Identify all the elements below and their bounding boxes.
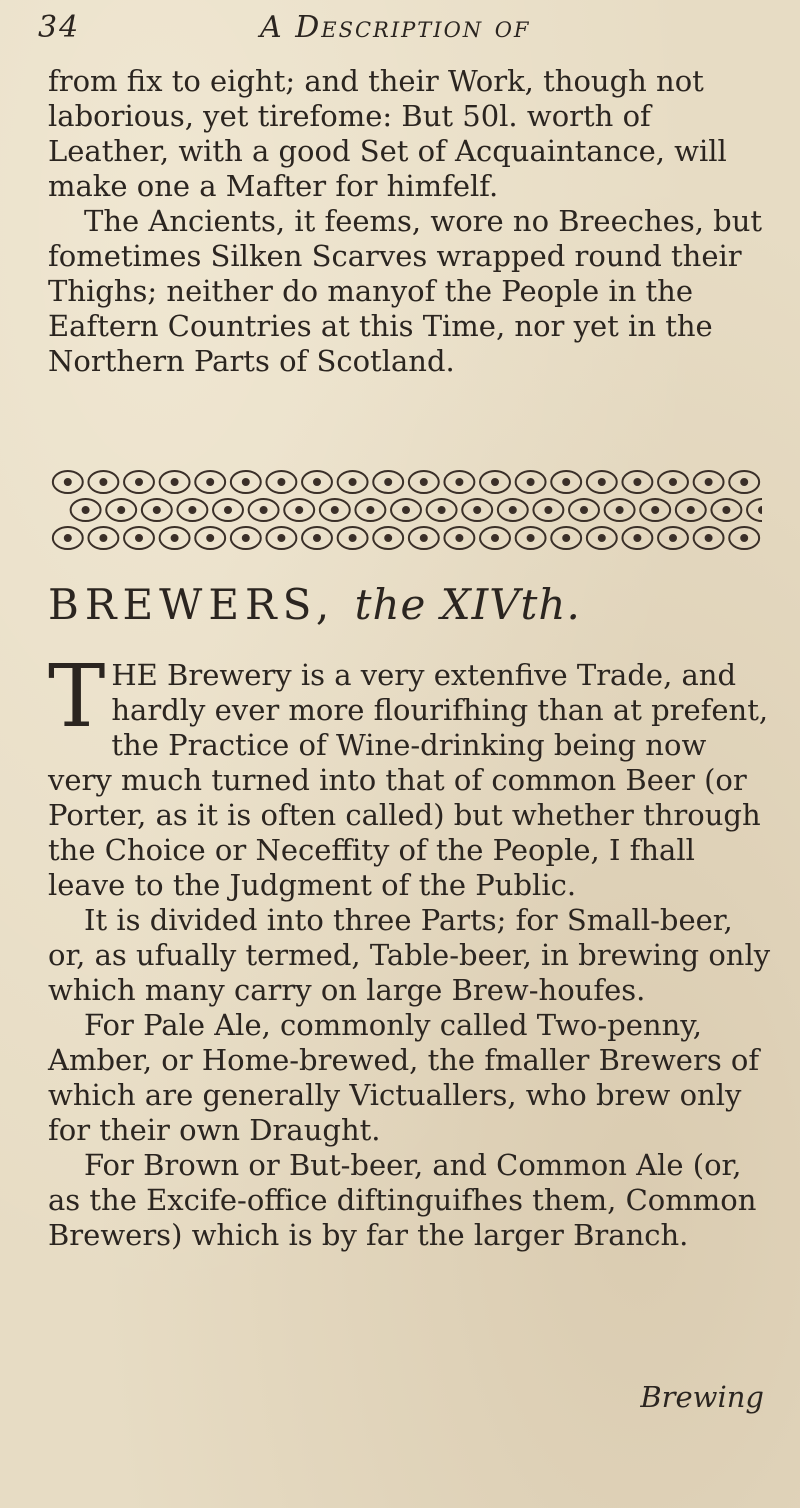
ornament-dot bbox=[350, 479, 356, 485]
ornament-dot bbox=[172, 479, 178, 485]
running-head bbox=[30, 10, 770, 52]
paragraph: from fix to eight; and their Work, though not laborious, yet tirefome: But 50l. worth of Leather, with a good Set of Acquaintance, will make one a Mafter for himfelf. bbox=[48, 64, 727, 203]
ornament-dot bbox=[545, 507, 551, 513]
ornament-dot bbox=[100, 479, 106, 485]
text-block-leather bbox=[48, 64, 778, 379]
ornament-dot bbox=[332, 507, 338, 513]
ornament-dot bbox=[243, 535, 249, 541]
ornament-dot bbox=[403, 507, 409, 513]
paragraph: For Pale Ale, commonly called Two-penny, Amber, or Home-brewed, the fmaller Brewers of which are generally Victuallers, who brew only for their own Draught. bbox=[48, 1008, 760, 1147]
paragraph: The Ancients, it feems, wore no Breeches, but fometimes Silken Scarves wrapped round their Thighs; neither do manyof the People in the Eaftern Countries at this Time, nor yet in the Northern Parts of Scotland. bbox=[48, 204, 763, 378]
ornament-dot bbox=[634, 479, 640, 485]
ornament-dot bbox=[243, 479, 249, 485]
ornament-dot bbox=[65, 535, 71, 541]
ornament-dot bbox=[492, 479, 498, 485]
paragraph: For Brown or But-beer, and Common Ale (or, as the Excife-office diftinguifhes them, Common Brewers) which is by far the larger Branch. bbox=[48, 1148, 757, 1252]
ornament-dot bbox=[474, 507, 480, 513]
ornament-dot bbox=[741, 535, 747, 541]
ornament-dot bbox=[207, 535, 213, 541]
decorative-border-ornament bbox=[50, 468, 762, 552]
ornament-dot bbox=[617, 507, 623, 513]
ornament-dot bbox=[172, 535, 178, 541]
running-title: A Description of bbox=[260, 10, 531, 45]
ornament-dot bbox=[563, 535, 569, 541]
ornament-dot bbox=[261, 507, 267, 513]
ornament-dot bbox=[706, 479, 712, 485]
section-heading bbox=[48, 580, 778, 629]
paragraph-opening bbox=[48, 647, 778, 903]
ornament-dot bbox=[528, 479, 534, 485]
ornament-dot bbox=[136, 479, 142, 485]
ornament-dot bbox=[652, 507, 658, 513]
ornament-dot bbox=[314, 479, 320, 485]
ornament-dot bbox=[599, 535, 605, 541]
ornament-dot bbox=[581, 507, 587, 513]
section-heading-number: the XIVth. bbox=[354, 580, 581, 629]
paragraph-text: HE Brewery is a very extenfive Trade, and hardly ever more flourifhing than at prefent, the Practice of Wine-drinking being now very much turned into that of common Beer (or Porter, as it is often called) but whether through the Choice or Neceffity of the People, I fhall leave to the Judgment of the Public. bbox=[48, 658, 769, 902]
ornament-dot bbox=[385, 479, 391, 485]
ornament-dot bbox=[670, 535, 676, 541]
ornament-dot bbox=[421, 535, 427, 541]
section-heading-title: BREWERS, bbox=[48, 580, 336, 629]
ornament-dot bbox=[385, 535, 391, 541]
paragraph: It is divided into three Parts; for Small-beer, or, as ufually termed, Table-beer, in brewing only which many carry on large Brew-houfes. bbox=[48, 903, 771, 1007]
ornament-dot bbox=[118, 507, 124, 513]
text-block-brewers bbox=[48, 647, 778, 1253]
ornament-dot bbox=[439, 507, 445, 513]
ornament-dot bbox=[723, 507, 729, 513]
ornament-dot bbox=[670, 479, 676, 485]
ornament-dot bbox=[759, 507, 762, 513]
ornament-dot bbox=[83, 507, 89, 513]
ornament-dot bbox=[189, 507, 195, 513]
ornament-dot bbox=[225, 507, 231, 513]
ornament-dot bbox=[136, 535, 142, 541]
ornament-dot bbox=[706, 535, 712, 541]
ornament-dot bbox=[65, 479, 71, 485]
ornament-dot bbox=[296, 507, 302, 513]
ornament-dot bbox=[456, 479, 462, 485]
ornament-dot bbox=[741, 479, 747, 485]
ornament-dot bbox=[100, 535, 106, 541]
ornament-dot bbox=[278, 535, 284, 541]
ornament-dot bbox=[510, 507, 516, 513]
ornament-dot bbox=[367, 507, 373, 513]
ornament-dot bbox=[688, 507, 694, 513]
ornament-dot bbox=[154, 507, 160, 513]
ornament-dot bbox=[421, 479, 427, 485]
ornament-dot bbox=[350, 535, 356, 541]
ornament-dot bbox=[634, 535, 640, 541]
ornament-dot bbox=[207, 479, 213, 485]
ornament-dot bbox=[278, 479, 284, 485]
ornament-dot bbox=[563, 479, 569, 485]
catchword: Brewing bbox=[640, 1380, 764, 1414]
ornament-dot bbox=[314, 535, 320, 541]
ornament-dot bbox=[599, 479, 605, 485]
page-number: 34 bbox=[38, 10, 81, 45]
drop-cap: T bbox=[48, 647, 106, 747]
ornament-dot bbox=[492, 535, 498, 541]
ornament-dot bbox=[456, 535, 462, 541]
ornament-dot bbox=[528, 535, 534, 541]
